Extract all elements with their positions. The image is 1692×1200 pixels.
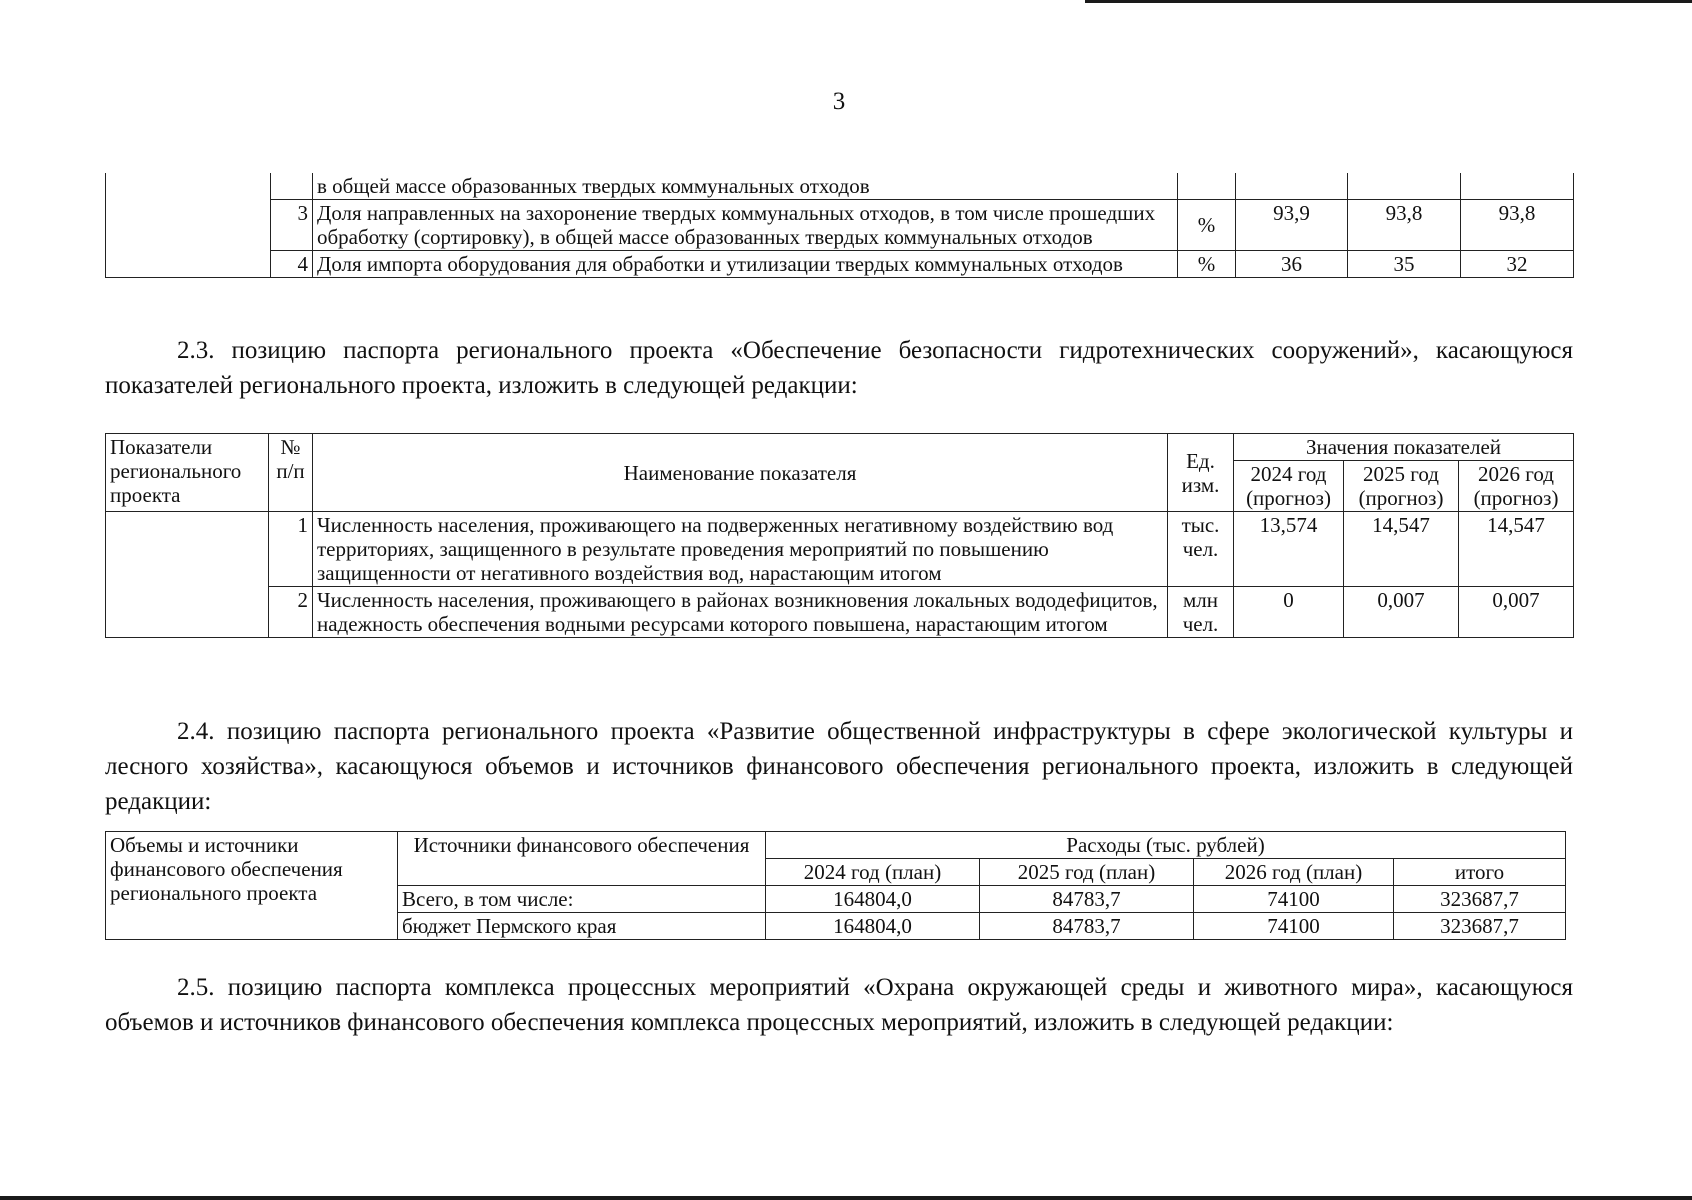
- indicator-name: Численность населения, проживающего на подверженных негативному воздействию вод территориях, защищенного в результате проведения мероприятий по повышению защищенности от негативного воздействия вод, нарастающим итогом: [313, 512, 1168, 587]
- value-2025: 0,007: [1344, 587, 1459, 638]
- indicator-name: Доля направленных на захоронение твердых коммунальных отходов, в том числе прошедших обработку (сортировку), в общей массе образованных твердых коммунальных отходов: [313, 200, 1178, 251]
- value-total: 323687,7: [1394, 913, 1566, 940]
- table-row: [106, 173, 1574, 200]
- header-2026: 2026 год (прогноз): [1459, 461, 1574, 512]
- header-2025: 2025 год (план): [980, 859, 1194, 886]
- hydro-indicators-table: [105, 433, 1574, 638]
- unit: тыс. чел.: [1168, 512, 1234, 587]
- indicators-table-continued: [105, 173, 1574, 278]
- scan-edge-top: [1085, 0, 1692, 3]
- paragraph-2-5: 2.5. позицию паспорта комплекса процессных мероприятий «Охрана окружающей среды и животного мира», касающуюся объемов и источников финансового обеспечения комплекса процессных мероприятий, изложить в следующей редакции:: [105, 974, 1573, 1036]
- value-2024: 13,574: [1234, 512, 1344, 587]
- header-2024: 2024 год (план): [766, 859, 980, 886]
- paragraph-2-4: 2.4. позицию паспорта регионального проекта «Развитие общественной инфраструктуры в сфере экологической культуры и лесного хозяйства», касающуюся объемов и источников финансового обеспечения регионального проекта, изложить в следующей редакции:: [105, 718, 1573, 815]
- value-2026: 93,8: [1461, 200, 1574, 251]
- table-row: [106, 512, 1574, 587]
- value-2025: 35: [1348, 251, 1461, 278]
- value-2024: 164804,0: [766, 913, 980, 940]
- value-2026: 32: [1461, 251, 1574, 278]
- indicator-name: Доля импорта оборудования для обработки и утилизации твердых коммунальных отходов: [313, 251, 1178, 278]
- table-row: [106, 200, 1574, 251]
- header-2024: 2024 год (прогноз): [1234, 461, 1344, 512]
- value-total: 323687,7: [1394, 886, 1566, 913]
- header-2026: 2026 год (план): [1194, 859, 1394, 886]
- value-2026: 14,547: [1459, 512, 1574, 587]
- row-number: 2: [269, 587, 313, 638]
- value-2024: 36: [1236, 251, 1348, 278]
- row-number: 4: [271, 251, 313, 278]
- source-name: бюджет Пермского края: [398, 913, 766, 940]
- value-2026: 74100: [1194, 886, 1394, 913]
- table-row: [106, 587, 1574, 638]
- value-2025: 84783,7: [980, 886, 1194, 913]
- header-indicators: Показатели регионального проекта: [106, 434, 269, 512]
- value-2026: 0,007: [1459, 587, 1574, 638]
- value-2025: 84783,7: [980, 913, 1194, 940]
- value-2025: 93,8: [1348, 200, 1461, 251]
- header-values: Значения показателей: [1234, 434, 1574, 461]
- table-row: [106, 251, 1574, 278]
- indicators-cell-empty: [106, 173, 271, 278]
- header-expenses: Расходы (тыс. рублей): [766, 832, 1566, 859]
- value-2026: 74100: [1194, 913, 1394, 940]
- row-number: 1: [269, 512, 313, 587]
- unit: млн чел.: [1168, 587, 1234, 638]
- value-2024: 164804,0: [766, 886, 980, 913]
- header-unit: Ед. изм.: [1168, 434, 1234, 512]
- header-name: Наименование показателя: [313, 434, 1168, 512]
- paragraph-2-3: 2.3. позицию паспорта регионального проекта «Обеспечение безопасности гидротехнических сооружений», касающуюся показателей регионального проекта, изложить в следующей редакции:: [105, 337, 1573, 399]
- header-sources: Источники финансового обеспечения: [398, 832, 766, 886]
- financing-table: [105, 831, 1566, 940]
- page-number: 3: [832, 88, 846, 115]
- value-2024: 0: [1234, 587, 1344, 638]
- indicator-name: Численность населения, проживающего в районах возникновения локальных вододефицитов, надежность обеспечения водными ресурсами которого повышена, нарастающим итогом: [313, 587, 1168, 638]
- value-2024: 93,9: [1236, 200, 1348, 251]
- value-2025: 14,547: [1344, 512, 1459, 587]
- scan-edge-bottom: [0, 1196, 1692, 1200]
- source-name: Всего, в том числе:: [398, 886, 766, 913]
- header-financing-label: Объемы и источники финансового обеспечения регионального проекта: [106, 832, 398, 940]
- table-header-row: [106, 434, 1574, 461]
- header-2025: 2025 год (прогноз): [1344, 461, 1459, 512]
- unit: %: [1178, 251, 1236, 278]
- row-number: 3: [271, 200, 313, 251]
- header-num: № п/п: [269, 434, 313, 512]
- unit: %: [1178, 200, 1236, 251]
- header-total: итого: [1394, 859, 1566, 886]
- table-header-row: [106, 832, 1566, 859]
- continuation-text: в общей массе образованных твердых коммунальных отходов: [313, 173, 1178, 200]
